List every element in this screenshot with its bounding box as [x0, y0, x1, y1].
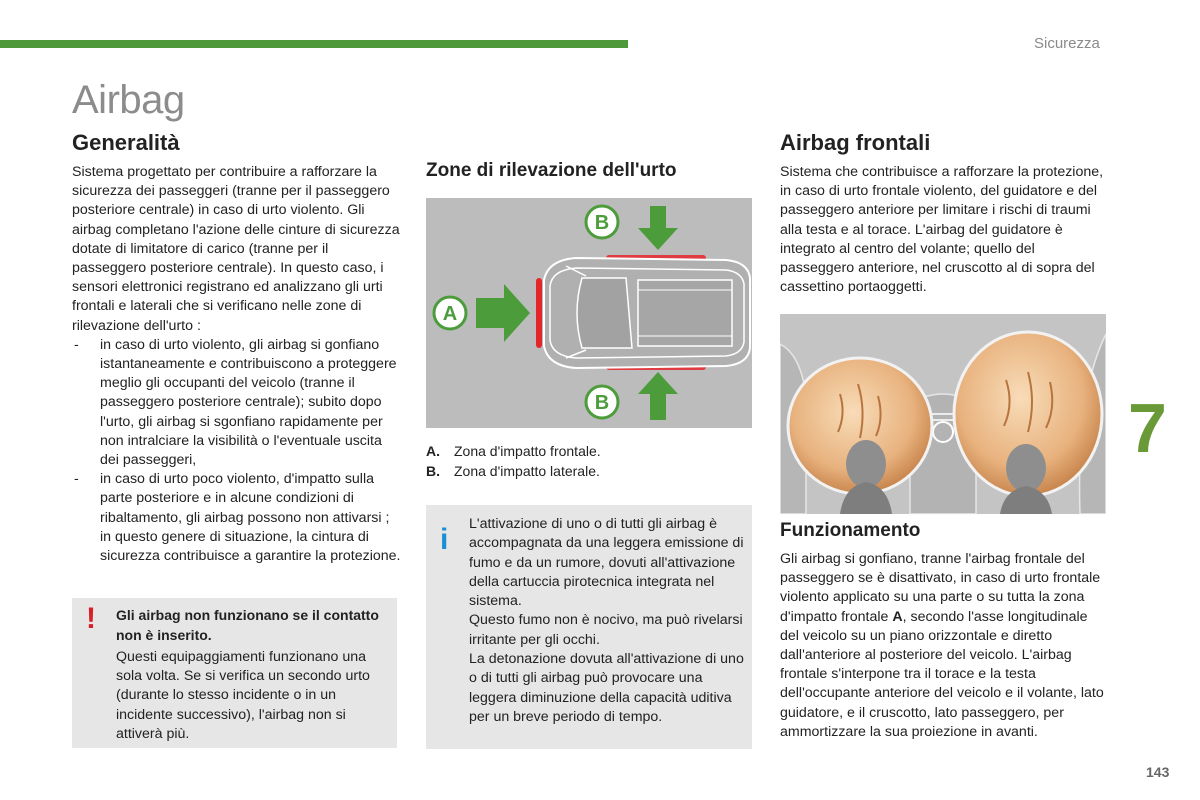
section-label: Sicurezza	[1034, 35, 1100, 52]
header-accent-bar	[0, 40, 628, 48]
bullet-marker: -	[74, 336, 79, 353]
info-paragraph: La detonazione dovuta all'attivazione di uno o di tutti gli airbag può provocare una leggera diminuzione della capacità uditiva per un breve periodo di tempo.	[469, 651, 744, 725]
info-paragraph: L'attivazione di uno o di tutti gli airbag è accompagnata da una leggera emissione di fumo e da un rumore, dovuti all'attivazione della cartuccia pirotecnica integrata nel sistema.	[469, 516, 744, 610]
legend-text: Zona d'impatto laterale.	[454, 462, 600, 479]
generalita-bullet-list	[72, 336, 402, 566]
warning-icon: !	[86, 602, 96, 635]
list-item	[72, 336, 402, 470]
page-number: 143	[1146, 764, 1170, 780]
generalita-section	[72, 130, 402, 566]
label-b-top-badge	[586, 206, 618, 238]
front-impact-zone	[536, 278, 542, 348]
bullet-marker: -	[74, 471, 79, 488]
car-icon	[544, 258, 750, 368]
funzionamento-text-end: , secondo l'asse longitudinale del veicolo su un piano orizzontale e diretto dall'anteriore al posteriore del veicolo. L'airbag frontale s'interpone tra il torace e la testa dell'occupante anteriore del veicolo e il volante, lato guidatore, e il cruscotto, lato passeggero, per ammortizzare la sua proiezione in avanti.	[780, 608, 1104, 740]
info-text	[469, 515, 749, 727]
info-icon: i	[440, 523, 449, 556]
page-title: Airbag	[72, 78, 185, 122]
frontali-paragraph: Sistema che contribuisce a rafforzare la protezione, in caso di urto frontale violento, del guidatore e del passeggero anteriore per limitare i rischi di traumi alla testa e al torace. L'airbag del guidatore è integrato al centro del volante; quello del passeggero anteriore, nel cruscotto al di sopra del cassettino portaoggetti.	[780, 164, 1104, 296]
figure-legend	[426, 442, 756, 481]
warning-box	[72, 598, 397, 748]
warning-text: Questi equipaggiamenti funzionano una sola volta. Se si verifica un secondo urto (durante lo stesso incidente o in un incidente successivo), l'airbag non si attiverà più.	[116, 649, 370, 742]
funzionamento-text-start: Gli airbag si gonfiano, tranne l'airbag frontale del passeggero se è disattivato, in caso di urto frontale violento applicato su una parte o su tutta la zona d'impatto frontale	[780, 551, 1101, 625]
generalita-heading: Generalità	[72, 130, 180, 155]
bullet-text: in caso di urto poco violento, d'impatto sulla parte posteriore e in alcune condizioni di ribaltamento, gli airbag possono non attivarsi ; in questo genere di situazione, la cintura di sicurezza contribuisce a garantire la protezione.	[100, 471, 401, 565]
funzionamento-section	[780, 520, 1110, 742]
info-paragraph: Questo fumo non è nocivo, ma può rivelarsi irritante per gli occhi.	[469, 612, 743, 648]
funzionamento-heading: Funzionamento	[780, 520, 921, 541]
funzionamento-paragraph	[780, 550, 1110, 742]
legend-text: Zona d'impatto frontale.	[454, 443, 601, 459]
bullet-text: in caso di urto violento, gli airbag si gonfiano istantaneamente e contribuiscono a proteggere meglio gli occupanti del veicolo (tranne il passeggero posteriore centrale); subito dopo l'urto, gli airbag si sgonfiano rapidamente per non intralciare la visibilità o l'eventuale uscita dei passeggeri,	[100, 336, 397, 469]
legend-row	[426, 462, 756, 482]
chapter-number: 7	[1128, 389, 1167, 467]
front-airbags-figure	[780, 314, 1106, 514]
frontali-section	[780, 130, 1110, 297]
generalita-paragraph: Sistema progettato per contribuire a rafforzare la sicurezza dei passeggeri (tranne per il passeggero posteriore centrale) in caso di urto violento. Gli airbag completano l'azione delle cinture di sicurezza dotate di limitatore di carico (tranne per il passeggero posteriore centrale). In questo caso, i sensori elettronici registrano ed analizzano gli urti frontali e laterali che si verificano nelle zone di rilevazione dell'urto :	[72, 164, 400, 334]
figure-label-b-bottom: B	[594, 392, 610, 414]
car-top-view-illustration	[426, 198, 752, 428]
deployed-airbags-illustration	[780, 314, 1106, 514]
legend-key: A.	[426, 443, 440, 459]
label-a-badge	[434, 297, 466, 329]
figure-label-b-top: B	[594, 212, 610, 234]
figure-label-a: A	[442, 303, 458, 325]
info-box	[426, 505, 752, 749]
frontali-heading: Airbag frontali	[780, 130, 931, 155]
impact-zones-figure	[426, 198, 752, 428]
zone-a-key: A	[892, 608, 903, 625]
warning-title: Gli airbag non funzionano se il contatto non è inserito.	[116, 607, 379, 643]
legend-row	[426, 442, 756, 462]
list-item	[72, 470, 402, 566]
zones-heading: Zone di rilevazione dell'urto	[426, 160, 677, 181]
legend-key: B.	[426, 462, 440, 479]
label-b-bottom-badge	[586, 386, 618, 418]
